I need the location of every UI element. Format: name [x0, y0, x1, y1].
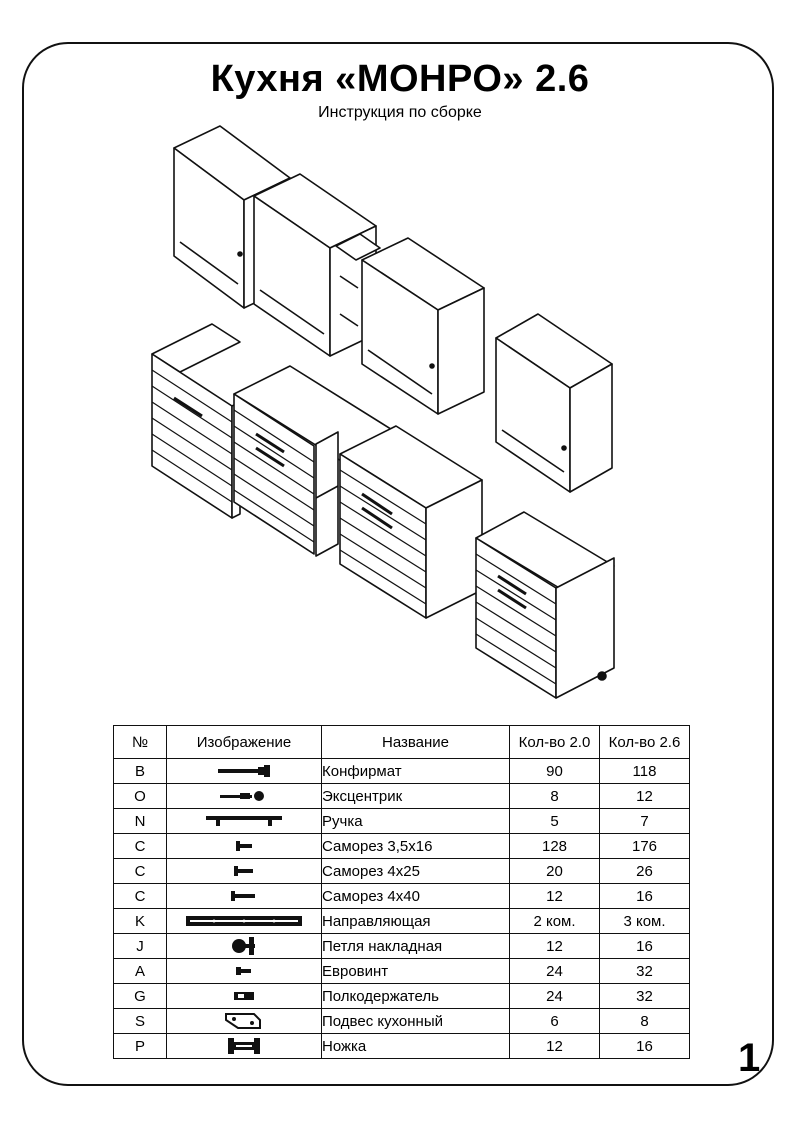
row-qty-2-0: 90	[510, 759, 600, 784]
col-header-name: Название	[322, 726, 510, 759]
base-cabinet-separate	[476, 512, 614, 698]
confirmat-screw-icon	[214, 765, 274, 777]
row-code: C	[114, 859, 167, 884]
row-code: S	[114, 1009, 167, 1034]
page-title: Кухня «МОНРО» 2.6	[210, 58, 590, 100]
euro-screw-icon	[233, 965, 255, 977]
table-row	[114, 959, 690, 984]
row-name: Ножка	[322, 1034, 510, 1059]
row-name: Направляющая	[322, 909, 510, 934]
row-qty-2-0: 8	[510, 784, 600, 809]
row-qty-2-0: 2 ком.	[510, 909, 600, 934]
row-qty-2-6: 12	[600, 784, 690, 809]
row-code: C	[114, 834, 167, 859]
row-qty-2-6: 118	[600, 759, 690, 784]
kitchen-illustration	[140, 118, 640, 718]
row-name: Петля накладная	[322, 934, 510, 959]
table-row	[114, 934, 690, 959]
row-name: Полкодержатель	[322, 984, 510, 1009]
row-qty-2-0: 12	[510, 1034, 600, 1059]
wall-cabinet-separate	[496, 314, 612, 492]
table-row	[114, 809, 690, 834]
row-qty-2-6: 8	[600, 1009, 690, 1034]
overlay-hinge-icon	[229, 935, 259, 957]
parts-table	[113, 725, 690, 1059]
row-name: Саморез 4х40	[322, 884, 510, 909]
shelf-support-icon	[232, 990, 256, 1002]
table-row	[114, 759, 690, 784]
row-name: Ручка	[322, 809, 510, 834]
row-qty-2-0: 12	[510, 934, 600, 959]
row-code: P	[114, 1034, 167, 1059]
row-qty-2-0: 12	[510, 884, 600, 909]
table-row	[114, 984, 690, 1009]
table-row	[114, 909, 690, 934]
row-qty-2-0: 128	[510, 834, 600, 859]
table-row	[114, 859, 690, 884]
row-qty-2-0: 6	[510, 1009, 600, 1034]
screw-short-icon	[232, 840, 256, 852]
row-qty-2-6: 16	[600, 934, 690, 959]
row-qty-2-6: 16	[600, 1034, 690, 1059]
row-code: C	[114, 884, 167, 909]
row-qty-2-6: 32	[600, 959, 690, 984]
page-subtitle: Инструкция по сборке	[318, 104, 482, 121]
screw-medium-icon	[231, 865, 257, 877]
row-qty-2-6: 16	[600, 884, 690, 909]
row-code: A	[114, 959, 167, 984]
base-cabinet-left	[152, 324, 240, 518]
row-name: Конфирмат	[322, 759, 510, 784]
handle-icon	[204, 815, 284, 827]
col-header-image: Изображение	[167, 726, 322, 759]
table-row	[114, 784, 690, 809]
row-qty-2-0: 24	[510, 959, 600, 984]
row-qty-2-6: 3 ком.	[600, 909, 690, 934]
row-code: O	[114, 784, 167, 809]
wall-cabinet-middle	[254, 174, 376, 356]
table-header-row	[114, 726, 690, 759]
row-name: Саморез 4х25	[322, 859, 510, 884]
cabinet-hanger-icon	[224, 1012, 264, 1030]
row-qty-2-6: 26	[600, 859, 690, 884]
cabinet-leg-icon	[226, 1035, 262, 1057]
row-qty-2-6: 7	[600, 809, 690, 834]
row-qty-2-0: 24	[510, 984, 600, 1009]
table-row	[114, 884, 690, 909]
row-code: J	[114, 934, 167, 959]
base-cabinet-open	[316, 432, 338, 556]
wall-cabinet-right	[362, 238, 484, 414]
col-header-qty-2-0: Кол-во 2.0	[510, 726, 600, 759]
row-qty-2-0: 5	[510, 809, 600, 834]
row-qty-2-6: 176	[600, 834, 690, 859]
row-name: Эксцентрик	[322, 784, 510, 809]
screw-long-icon	[229, 890, 259, 902]
drawer-rail-icon	[184, 914, 304, 928]
base-cabinet-drawers-2	[340, 426, 482, 618]
table-row	[114, 834, 690, 859]
row-name: Подвес кухонный	[322, 1009, 510, 1034]
row-code: N	[114, 809, 167, 834]
col-header-qty-2-6: Кол-во 2.6	[600, 726, 690, 759]
table-row	[114, 1034, 690, 1059]
row-name: Саморез 3,5х16	[322, 834, 510, 859]
row-code: B	[114, 759, 167, 784]
row-qty-2-0: 20	[510, 859, 600, 884]
col-header-number: №	[114, 726, 167, 759]
row-qty-2-6: 32	[600, 984, 690, 1009]
eccentric-coupler-icon	[214, 790, 274, 802]
row-code: G	[114, 984, 167, 1009]
table-row	[114, 1009, 690, 1034]
row-code: K	[114, 909, 167, 934]
page-number: 1	[738, 1036, 761, 1080]
row-name: Евровинт	[322, 959, 510, 984]
